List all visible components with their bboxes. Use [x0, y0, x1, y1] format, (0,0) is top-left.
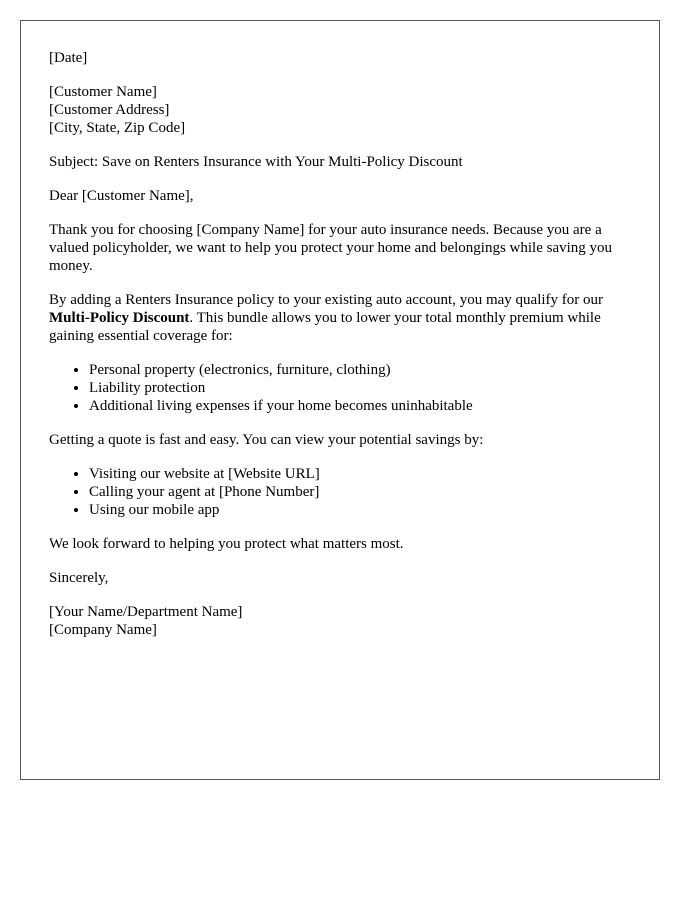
- signoff: [49, 569, 631, 587]
- salutation-text: Dear [Customer Name],: [49, 188, 194, 204]
- discount-paragraph-lead: By adding a Renters Insurance policy to your existing auto account, you may qualify for our: [49, 292, 604, 308]
- letter-document: [20, 20, 660, 780]
- closing-paragraph-text: We look forward to helping you protect what matters most.: [49, 536, 404, 552]
- subject-line: [49, 153, 631, 171]
- list-item: • Calling your agent at [Phone Number]: [89, 483, 631, 501]
- recipient-address-block: [49, 83, 631, 137]
- salutation: [49, 187, 631, 205]
- signature-block: [49, 603, 631, 639]
- list-item: • Using our mobile app: [89, 501, 631, 519]
- list-item: • Additional living expenses if your home becomes uninhabitable: [89, 397, 631, 415]
- quote-methods-list: [49, 465, 631, 519]
- signature-name-department: [Your Name/Department Name]: [49, 604, 243, 620]
- subject-text: Subject: Save on Renters Insurance with Your Multi-Policy Discount: [49, 154, 463, 170]
- recipient-name: [Customer Name]: [49, 84, 157, 100]
- intro-paragraph: [49, 221, 631, 275]
- signoff-text: Sincerely,: [49, 570, 109, 586]
- quote-paragraph: [49, 431, 631, 449]
- quote-paragraph-text: Getting a quote is fast and easy. You can view your potential savings by:: [49, 432, 484, 448]
- discount-paragraph: [49, 291, 631, 345]
- date-text: [Date]: [49, 50, 88, 66]
- multi-policy-discount-emphasis: Multi-Policy Discount: [49, 310, 190, 326]
- recipient-address: [Customer Address]: [49, 102, 170, 118]
- list-item: • Personal property (electronics, furniture, clothing): [89, 361, 631, 379]
- recipient-city-state-zip: [City, State, Zip Code]: [49, 120, 186, 136]
- list-item: • Liability protection: [89, 379, 631, 397]
- letter-date: [49, 49, 631, 67]
- discount-paragraph-tail: . This bundle allows you to lower your total monthly premium while gaining essential coverage for:: [49, 310, 601, 344]
- closing-paragraph: [49, 535, 631, 553]
- coverage-list: [49, 361, 631, 415]
- intro-paragraph-text: Thank you for choosing [Company Name] for your auto insurance needs. Because you are a valued policyholder, we want to help you protect your home and belongings while saving you money.: [49, 222, 613, 274]
- signature-company: [Company Name]: [49, 622, 157, 638]
- list-item: • Visiting our website at [Website URL]: [89, 465, 631, 483]
